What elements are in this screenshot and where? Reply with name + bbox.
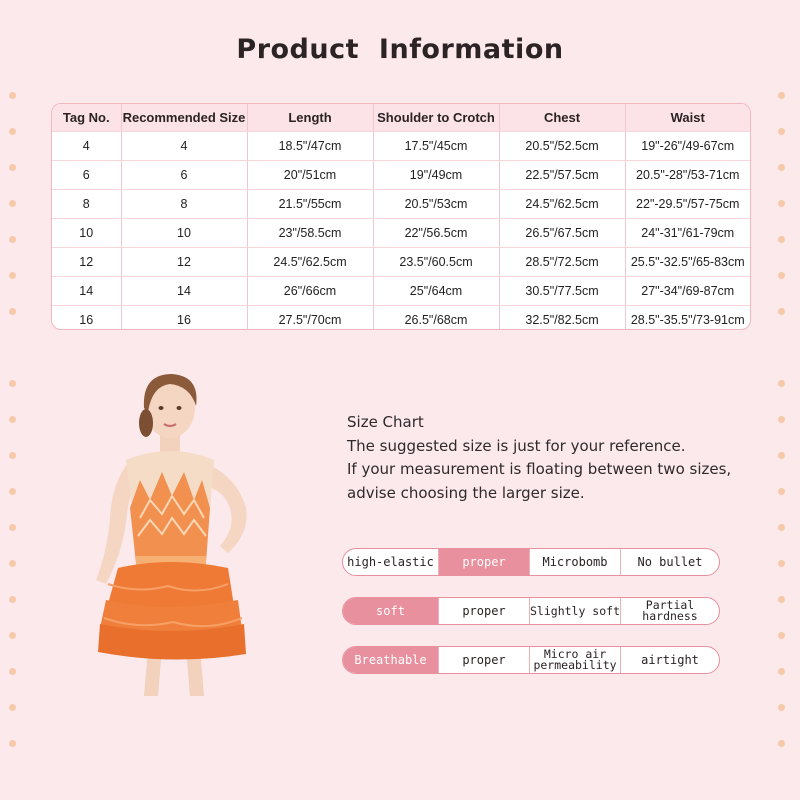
softness-option-partial-hardness: Partial hardness	[642, 598, 698, 623]
size-chart-note	[347, 411, 767, 505]
size-chart-line-2: If your measurement is floating between two sizes,	[347, 460, 732, 478]
decorative-dot	[9, 236, 16, 243]
size-chart-heading: Size Chart	[347, 413, 424, 431]
cell-chest: 22.5"/57.5cm	[499, 161, 625, 190]
decorative-dot	[778, 236, 785, 243]
table-row	[52, 132, 750, 161]
decorative-dot	[9, 164, 16, 171]
decorative-dot	[9, 740, 16, 747]
decorative-dot	[778, 128, 785, 135]
right-dot-column	[778, 0, 788, 800]
softness-option-slightly-soft: Slightly soft	[530, 598, 621, 624]
decorative-dot	[778, 740, 785, 747]
cell-shoulder-to-crotch: 22"/56.5cm	[373, 219, 499, 248]
cell-shoulder-to-crotch: 23.5"/60.5cm	[373, 248, 499, 277]
cell-tag-no: 6	[52, 161, 121, 190]
size-chart-line-1: The suggested size is just for your reference.	[347, 436, 686, 455]
elasticity-option-proper: proper	[439, 549, 530, 575]
header-tag-no: Tag No.	[52, 104, 121, 132]
elasticity-option-high-elastic: high-elastic	[343, 549, 439, 575]
softness-scale	[342, 597, 720, 625]
table-row	[52, 248, 750, 277]
decorative-dot	[9, 596, 16, 603]
softness-option-soft: soft	[343, 598, 439, 624]
model-photo	[78, 368, 278, 698]
cell-shoulder-to-crotch: 17.5"/45cm	[373, 132, 499, 161]
decorative-dot	[9, 524, 16, 531]
decorative-dot	[778, 200, 785, 207]
breathability-option-airtight: airtight	[641, 652, 699, 667]
cell-chest: 32.5"/82.5cm	[499, 306, 625, 331]
cell-waist: 24"-31"/61-79cm	[625, 219, 750, 248]
decorative-dot	[9, 416, 16, 423]
size-chart-line-3: advise choosing the larger size.	[347, 483, 585, 502]
table-row	[52, 190, 750, 219]
cell-shoulder-to-crotch: 25"/64cm	[373, 277, 499, 306]
softness-option-proper: proper	[439, 598, 530, 624]
cell-waist: 25.5"-32.5"/65-83cm	[625, 248, 750, 277]
cell-recommended-size: 8	[121, 190, 247, 219]
cell-waist: 20.5"-28"/53-71cm	[625, 161, 750, 190]
elasticity-scale	[342, 548, 720, 576]
decorative-dot	[9, 272, 16, 279]
breathability-option-proper: proper	[439, 647, 530, 673]
decorative-dot	[778, 452, 785, 459]
cell-tag-no: 4	[52, 132, 121, 161]
cell-chest: 30.5"/77.5cm	[499, 277, 625, 306]
cell-length: 23"/58.5cm	[247, 219, 373, 248]
decorative-dot	[778, 704, 785, 711]
decorative-dot	[778, 272, 785, 279]
cell-chest: 26.5"/67.5cm	[499, 219, 625, 248]
table-row	[52, 277, 750, 306]
decorative-dot	[9, 92, 16, 99]
decorative-dot	[778, 560, 785, 567]
header-shoulder-to-crotch: Shoulder to Crotch	[373, 104, 499, 132]
cell-tag-no: 16	[52, 306, 121, 331]
decorative-dot	[9, 380, 16, 387]
decorative-dot	[9, 560, 16, 567]
cell-recommended-size: 6	[121, 161, 247, 190]
table-row	[52, 219, 750, 248]
elasticity-option-microbomb: Microbomb	[530, 549, 621, 575]
cell-recommended-size: 10	[121, 219, 247, 248]
cell-chest: 28.5"/72.5cm	[499, 248, 625, 277]
decorative-dot	[778, 416, 785, 423]
decorative-dot	[9, 668, 16, 675]
decorative-dot	[778, 92, 785, 99]
header-chest: Chest	[499, 104, 625, 132]
cell-shoulder-to-crotch: 19"/49cm	[373, 161, 499, 190]
cell-waist: 19"-26"/49-67cm	[625, 132, 750, 161]
table-row	[52, 306, 750, 331]
decorative-dot	[9, 704, 16, 711]
decorative-dot	[9, 308, 16, 315]
cell-length: 26"/66cm	[247, 277, 373, 306]
cell-tag-no: 14	[52, 277, 121, 306]
breathability-option-micro-air-permeability: Micro air permeability	[530, 647, 621, 673]
cell-recommended-size: 12	[121, 248, 247, 277]
decorative-dot	[778, 524, 785, 531]
decorative-dot	[778, 380, 785, 387]
cell-waist: 22"-29.5"/57-75cm	[625, 190, 750, 219]
cell-length: 18.5"/47cm	[247, 132, 373, 161]
cell-shoulder-to-crotch: 20.5"/53cm	[373, 190, 499, 219]
header-waist: Waist	[625, 104, 750, 132]
decorative-dot	[778, 596, 785, 603]
cell-recommended-size: 14	[121, 277, 247, 306]
table-row	[52, 161, 750, 190]
cell-length: 21.5"/55cm	[247, 190, 373, 219]
left-dot-column	[9, 0, 19, 800]
header-recommended-size: Recommended Size	[121, 104, 247, 132]
cell-recommended-size: 4	[121, 132, 247, 161]
cell-chest: 24.5"/62.5cm	[499, 190, 625, 219]
cell-length: 20"/51cm	[247, 161, 373, 190]
cell-chest: 20.5"/52.5cm	[499, 132, 625, 161]
decorative-dot	[778, 308, 785, 315]
cell-tag-no: 10	[52, 219, 121, 248]
cell-waist: 28.5"-35.5"/73-91cm	[630, 313, 745, 327]
decorative-dot	[778, 164, 785, 171]
decorative-dot	[778, 488, 785, 495]
page-title: Product Information	[236, 34, 564, 65]
decorative-dot	[9, 452, 16, 459]
breathability-option-breathable: Breathable	[343, 647, 439, 673]
cell-length: 24.5"/62.5cm	[247, 248, 373, 277]
cell-shoulder-to-crotch: 26.5"/68cm	[373, 306, 499, 331]
decorative-dot	[9, 128, 16, 135]
decorative-dot	[778, 668, 785, 675]
cell-waist: 27"-34"/69-87cm	[625, 277, 750, 306]
decorative-dot	[778, 632, 785, 639]
cell-recommended-size: 16	[121, 306, 247, 331]
decorative-dot	[9, 632, 16, 639]
size-table	[51, 103, 751, 330]
decorative-dot	[9, 200, 16, 207]
cell-tag-no: 8	[52, 190, 121, 219]
cell-length: 27.5"/70cm	[247, 306, 373, 331]
decorative-dot	[9, 488, 16, 495]
elasticity-option-no-bullet: No bullet	[637, 554, 703, 569]
header-length: Length	[247, 104, 373, 132]
cell-tag-no: 12	[52, 248, 121, 277]
breathability-scale	[342, 646, 720, 674]
size-table-header-row	[52, 104, 750, 132]
